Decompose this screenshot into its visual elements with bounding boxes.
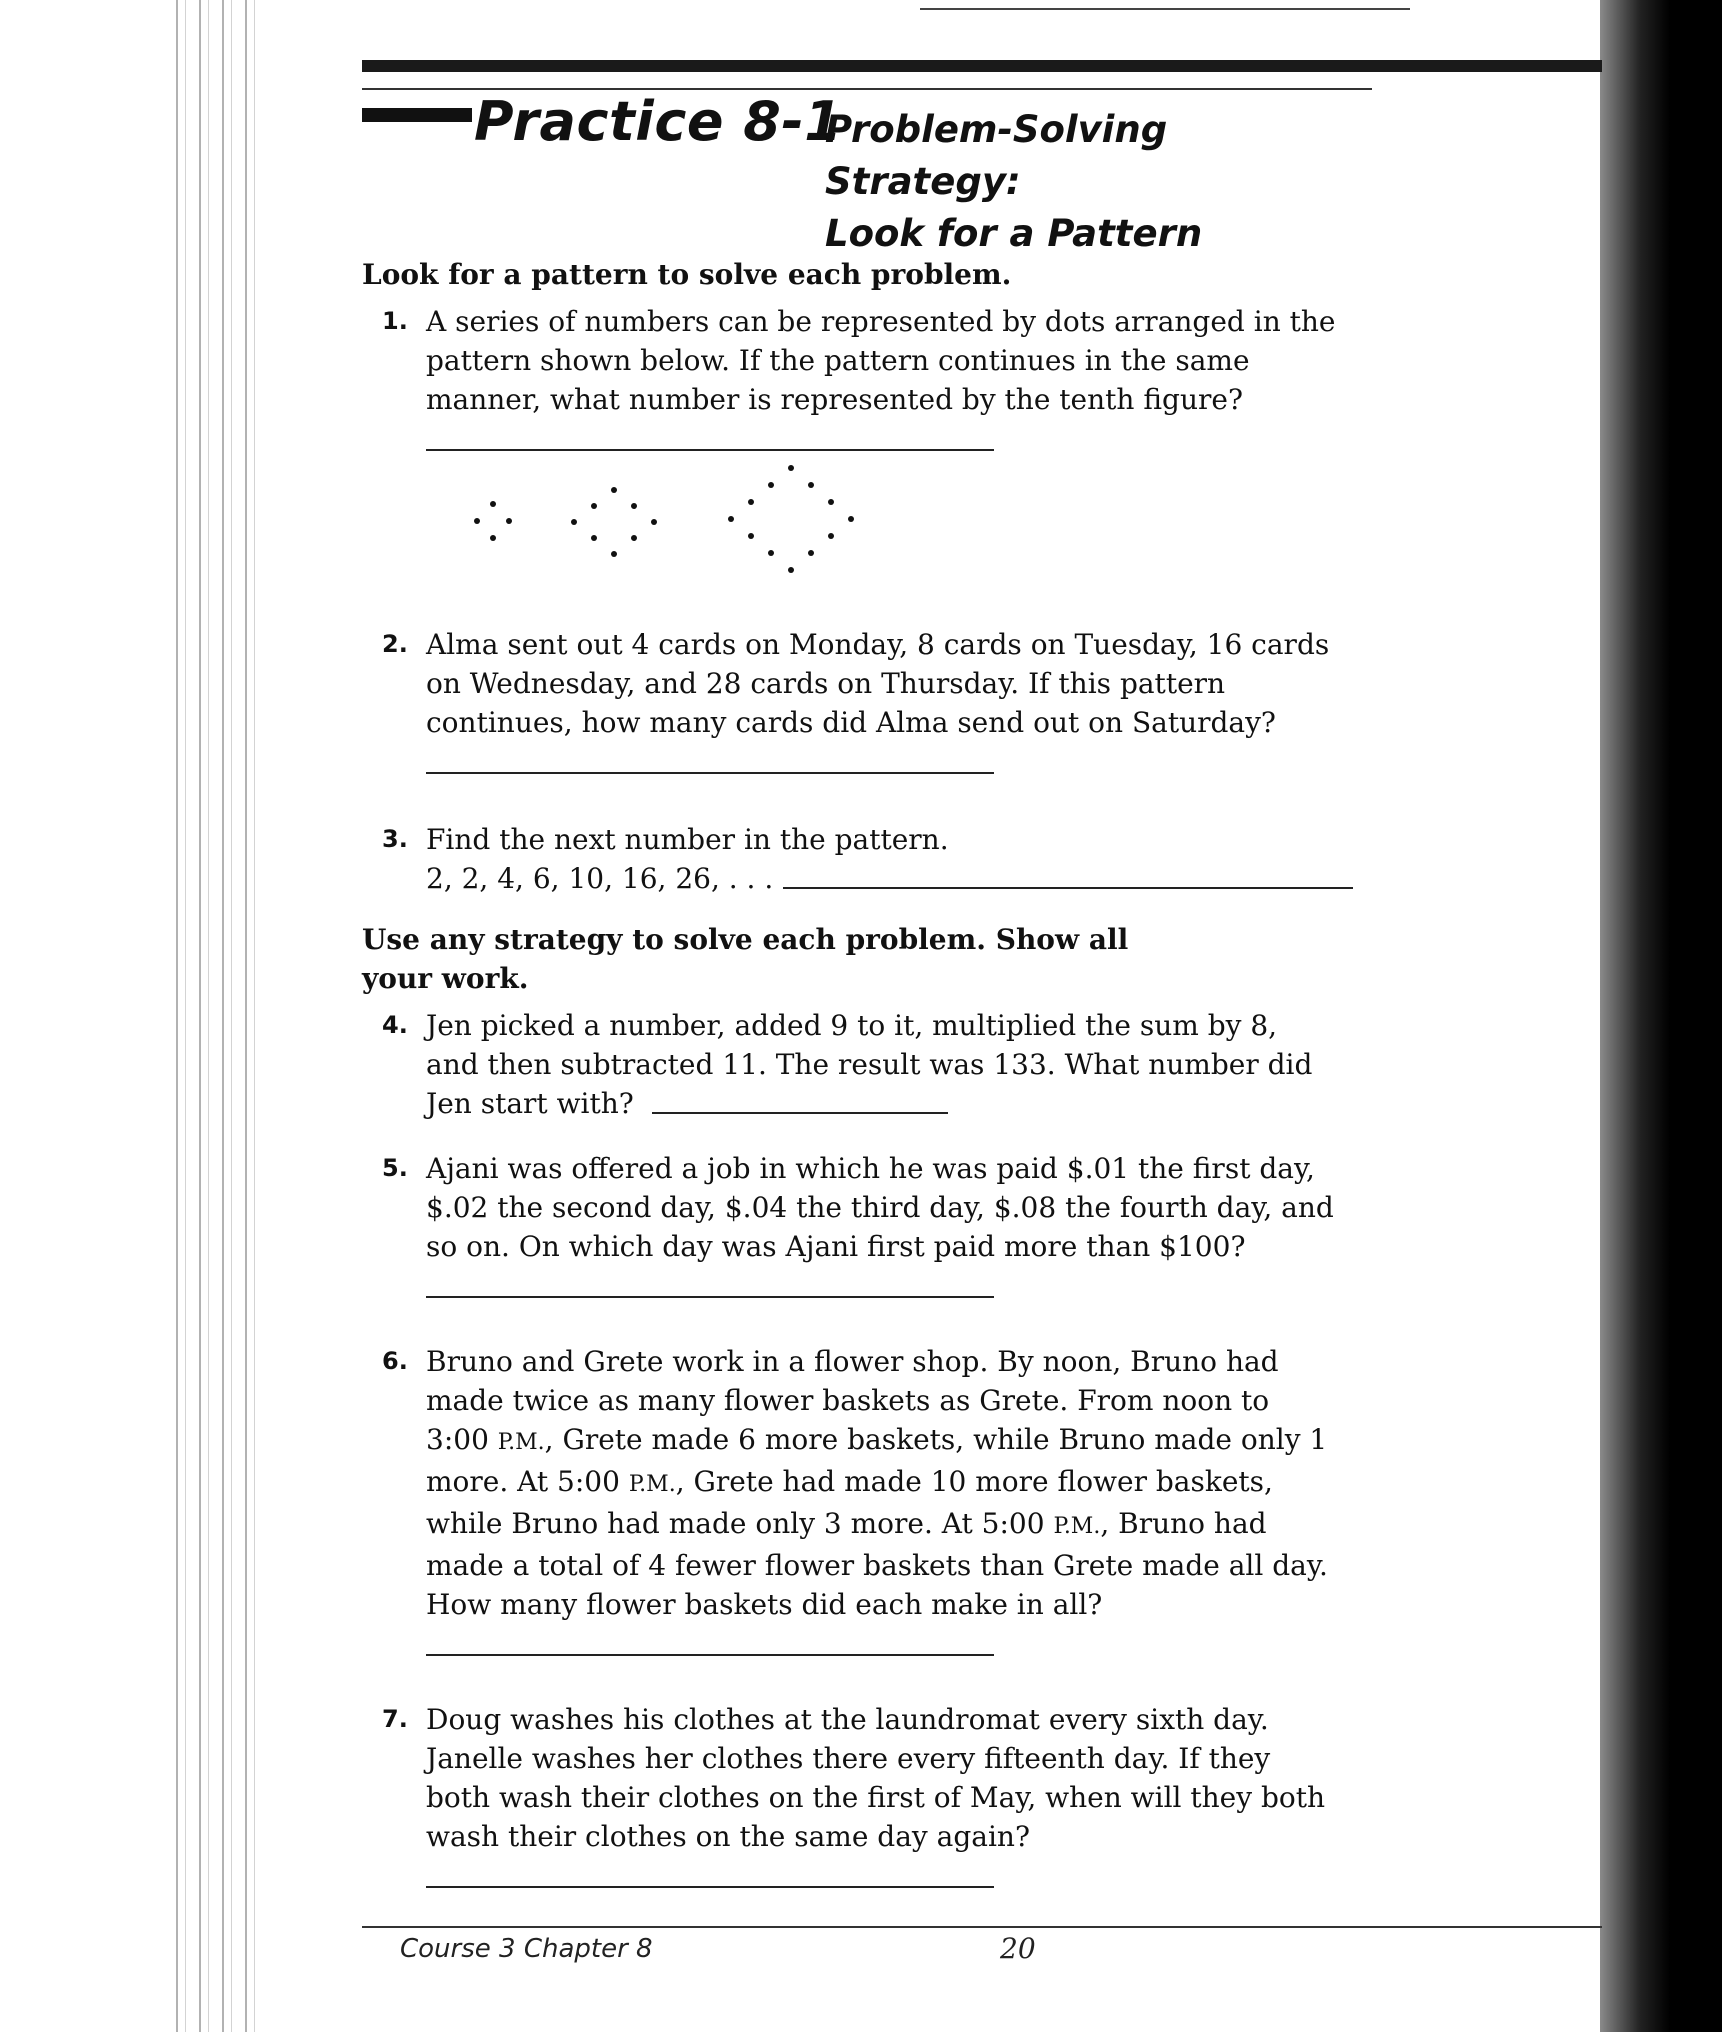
problem-text-line: Janelle washes her clothes there every fifteenth day. If they	[426, 1742, 1271, 1775]
problem-number: 3.	[382, 825, 408, 853]
dot	[631, 503, 637, 509]
problem-number: 7.	[382, 1705, 408, 1733]
problem-text-line: and then subtracted 11. The result was 133. What number did	[426, 1048, 1313, 1081]
strategy-title	[825, 104, 1362, 260]
header-bar	[362, 60, 1602, 72]
practice-title: Practice 8-1	[474, 90, 843, 153]
dot	[490, 535, 496, 541]
problem-text-line: manner, what number is represented by the tenth figure?	[426, 383, 1243, 416]
problem-number: 2.	[382, 630, 408, 658]
dot	[571, 519, 577, 525]
dot	[828, 533, 834, 539]
text-fragment: while Bruno had made only 3 more. At 5:00	[426, 1507, 1045, 1540]
problem-text-line: How many flower baskets did each make in all?	[426, 1588, 1103, 1621]
text-fragment: , Grete had made 10 more flower baskets,	[675, 1465, 1273, 1498]
answer-row	[426, 1084, 1362, 1123]
problem-number: 4.	[382, 1011, 408, 1039]
problem-text-line: Find the next number in the pattern.	[426, 823, 949, 856]
problem-text-line: Jen picked a number, added 9 to it, multiplied the sum by 8,	[426, 1009, 1278, 1042]
problem-text-line: on Wednesday, and 28 cards on Thursday. If this pattern	[426, 667, 1226, 700]
problem-text-line: made twice as many flower baskets as Grete. From noon to	[426, 1384, 1270, 1417]
strategy-line-2: Look for a Pattern	[825, 212, 1203, 255]
problem-6	[362, 1342, 1362, 1656]
scan-edge-left	[170, 0, 260, 2032]
strategy-line-1: Problem-Solving Strategy:	[825, 108, 1168, 203]
dot-pattern-figures	[426, 451, 1362, 591]
time-suffix: P.M.	[497, 1430, 545, 1455]
dot	[748, 499, 754, 505]
problem-text-line: Jen start with?	[426, 1087, 634, 1120]
answer-line[interactable]	[783, 887, 1353, 889]
problem-text-line: Alma sent out 4 cards on Monday, 8 cards on Tuesday, 16 cards	[426, 628, 1330, 661]
section-2-line-2: your work.	[362, 962, 529, 995]
time-suffix: P.M.	[628, 1472, 676, 1497]
section-2-line-1: Use any strategy to solve each problem. Show all	[362, 923, 1129, 956]
dot	[788, 567, 794, 573]
problem-text-line	[426, 1420, 1362, 1462]
problem-7	[362, 1700, 1362, 1888]
problem-number: 1.	[382, 307, 408, 335]
title-block	[362, 90, 1362, 255]
dot	[848, 516, 854, 522]
text-fragment: , Bruno had	[1100, 1507, 1267, 1540]
worksheet-content	[362, 255, 1362, 1888]
problem-3	[362, 820, 1362, 898]
text-fragment: 3:00	[426, 1423, 489, 1456]
problem-2	[362, 625, 1362, 774]
answer-line[interactable]	[426, 1886, 994, 1888]
problem-text-line: Bruno and Grete work in a flower shop. By noon, Bruno had	[426, 1345, 1279, 1378]
name-date-line	[920, 8, 1410, 10]
problem-text-line: A series of numbers can be represented by dots arranged in the	[426, 305, 1336, 338]
problem-number: 5.	[382, 1154, 408, 1182]
answer-line[interactable]	[652, 1112, 948, 1114]
problem-text-line	[426, 1462, 1362, 1504]
problem-text-line: made a total of 4 fewer flower baskets than Grete made all day.	[426, 1549, 1328, 1582]
dot	[611, 551, 617, 557]
problem-text-line: so on. On which day was Ajani first paid more than $100?	[426, 1230, 1246, 1263]
dot	[631, 535, 637, 541]
dot	[506, 518, 512, 524]
dot	[828, 499, 834, 505]
problem-text-line	[426, 1504, 1362, 1546]
problem-1	[362, 302, 1362, 591]
problem-number: 6.	[382, 1347, 408, 1375]
problem-text-line: Doug washes his clothes at the laundromat every sixth day.	[426, 1703, 1269, 1736]
dot	[474, 518, 480, 524]
footer-course: Course 3 Chapter 8	[400, 1934, 653, 1964]
section-2-instruction	[362, 920, 1362, 998]
dot	[591, 535, 597, 541]
dot	[768, 550, 774, 556]
dot	[768, 482, 774, 488]
dot	[490, 501, 496, 507]
answer-line[interactable]	[426, 1296, 994, 1298]
dot	[808, 482, 814, 488]
footer-rule	[362, 1926, 1602, 1928]
answer-line[interactable]	[426, 772, 994, 774]
time-suffix: P.M.	[1053, 1514, 1101, 1539]
dot	[651, 519, 657, 525]
scan-edge-right	[1600, 0, 1722, 2032]
sequence-row	[426, 859, 1362, 898]
problem-text-line: $.02 the second day, $.04 the third day, $.08 the fourth day, and	[426, 1191, 1334, 1224]
dot	[611, 487, 617, 493]
dot	[788, 465, 794, 471]
dot	[808, 550, 814, 556]
text-fragment: , Grete made 6 more baskets, while Bruno made only 1	[544, 1423, 1328, 1456]
problem-text-line: both wash their clothes on the first of May, when will they both	[426, 1781, 1326, 1814]
problem-text-line: wash their clothes on the same day again?	[426, 1820, 1030, 1853]
sequence-text: 2, 2, 4, 6, 10, 16, 26, . . .	[426, 862, 774, 895]
title-mark	[362, 108, 472, 122]
answer-line[interactable]	[426, 1654, 994, 1656]
problem-text-line: Ajani was offered a job in which he was paid $.01 the first day,	[426, 1152, 1315, 1185]
dot	[728, 516, 734, 522]
problem-text-line: continues, how many cards did Alma send out on Saturday?	[426, 706, 1276, 739]
text-fragment: more. At 5:00	[426, 1465, 620, 1498]
dot	[748, 533, 754, 539]
problem-text-line: pattern shown below. If the pattern continues in the same	[426, 344, 1250, 377]
problem-5	[362, 1149, 1362, 1298]
dot	[591, 503, 597, 509]
page-number: 20	[1000, 1932, 1036, 1965]
section-1-instruction: Look for a pattern to solve each problem.	[362, 258, 1012, 291]
problem-4	[362, 1006, 1362, 1123]
